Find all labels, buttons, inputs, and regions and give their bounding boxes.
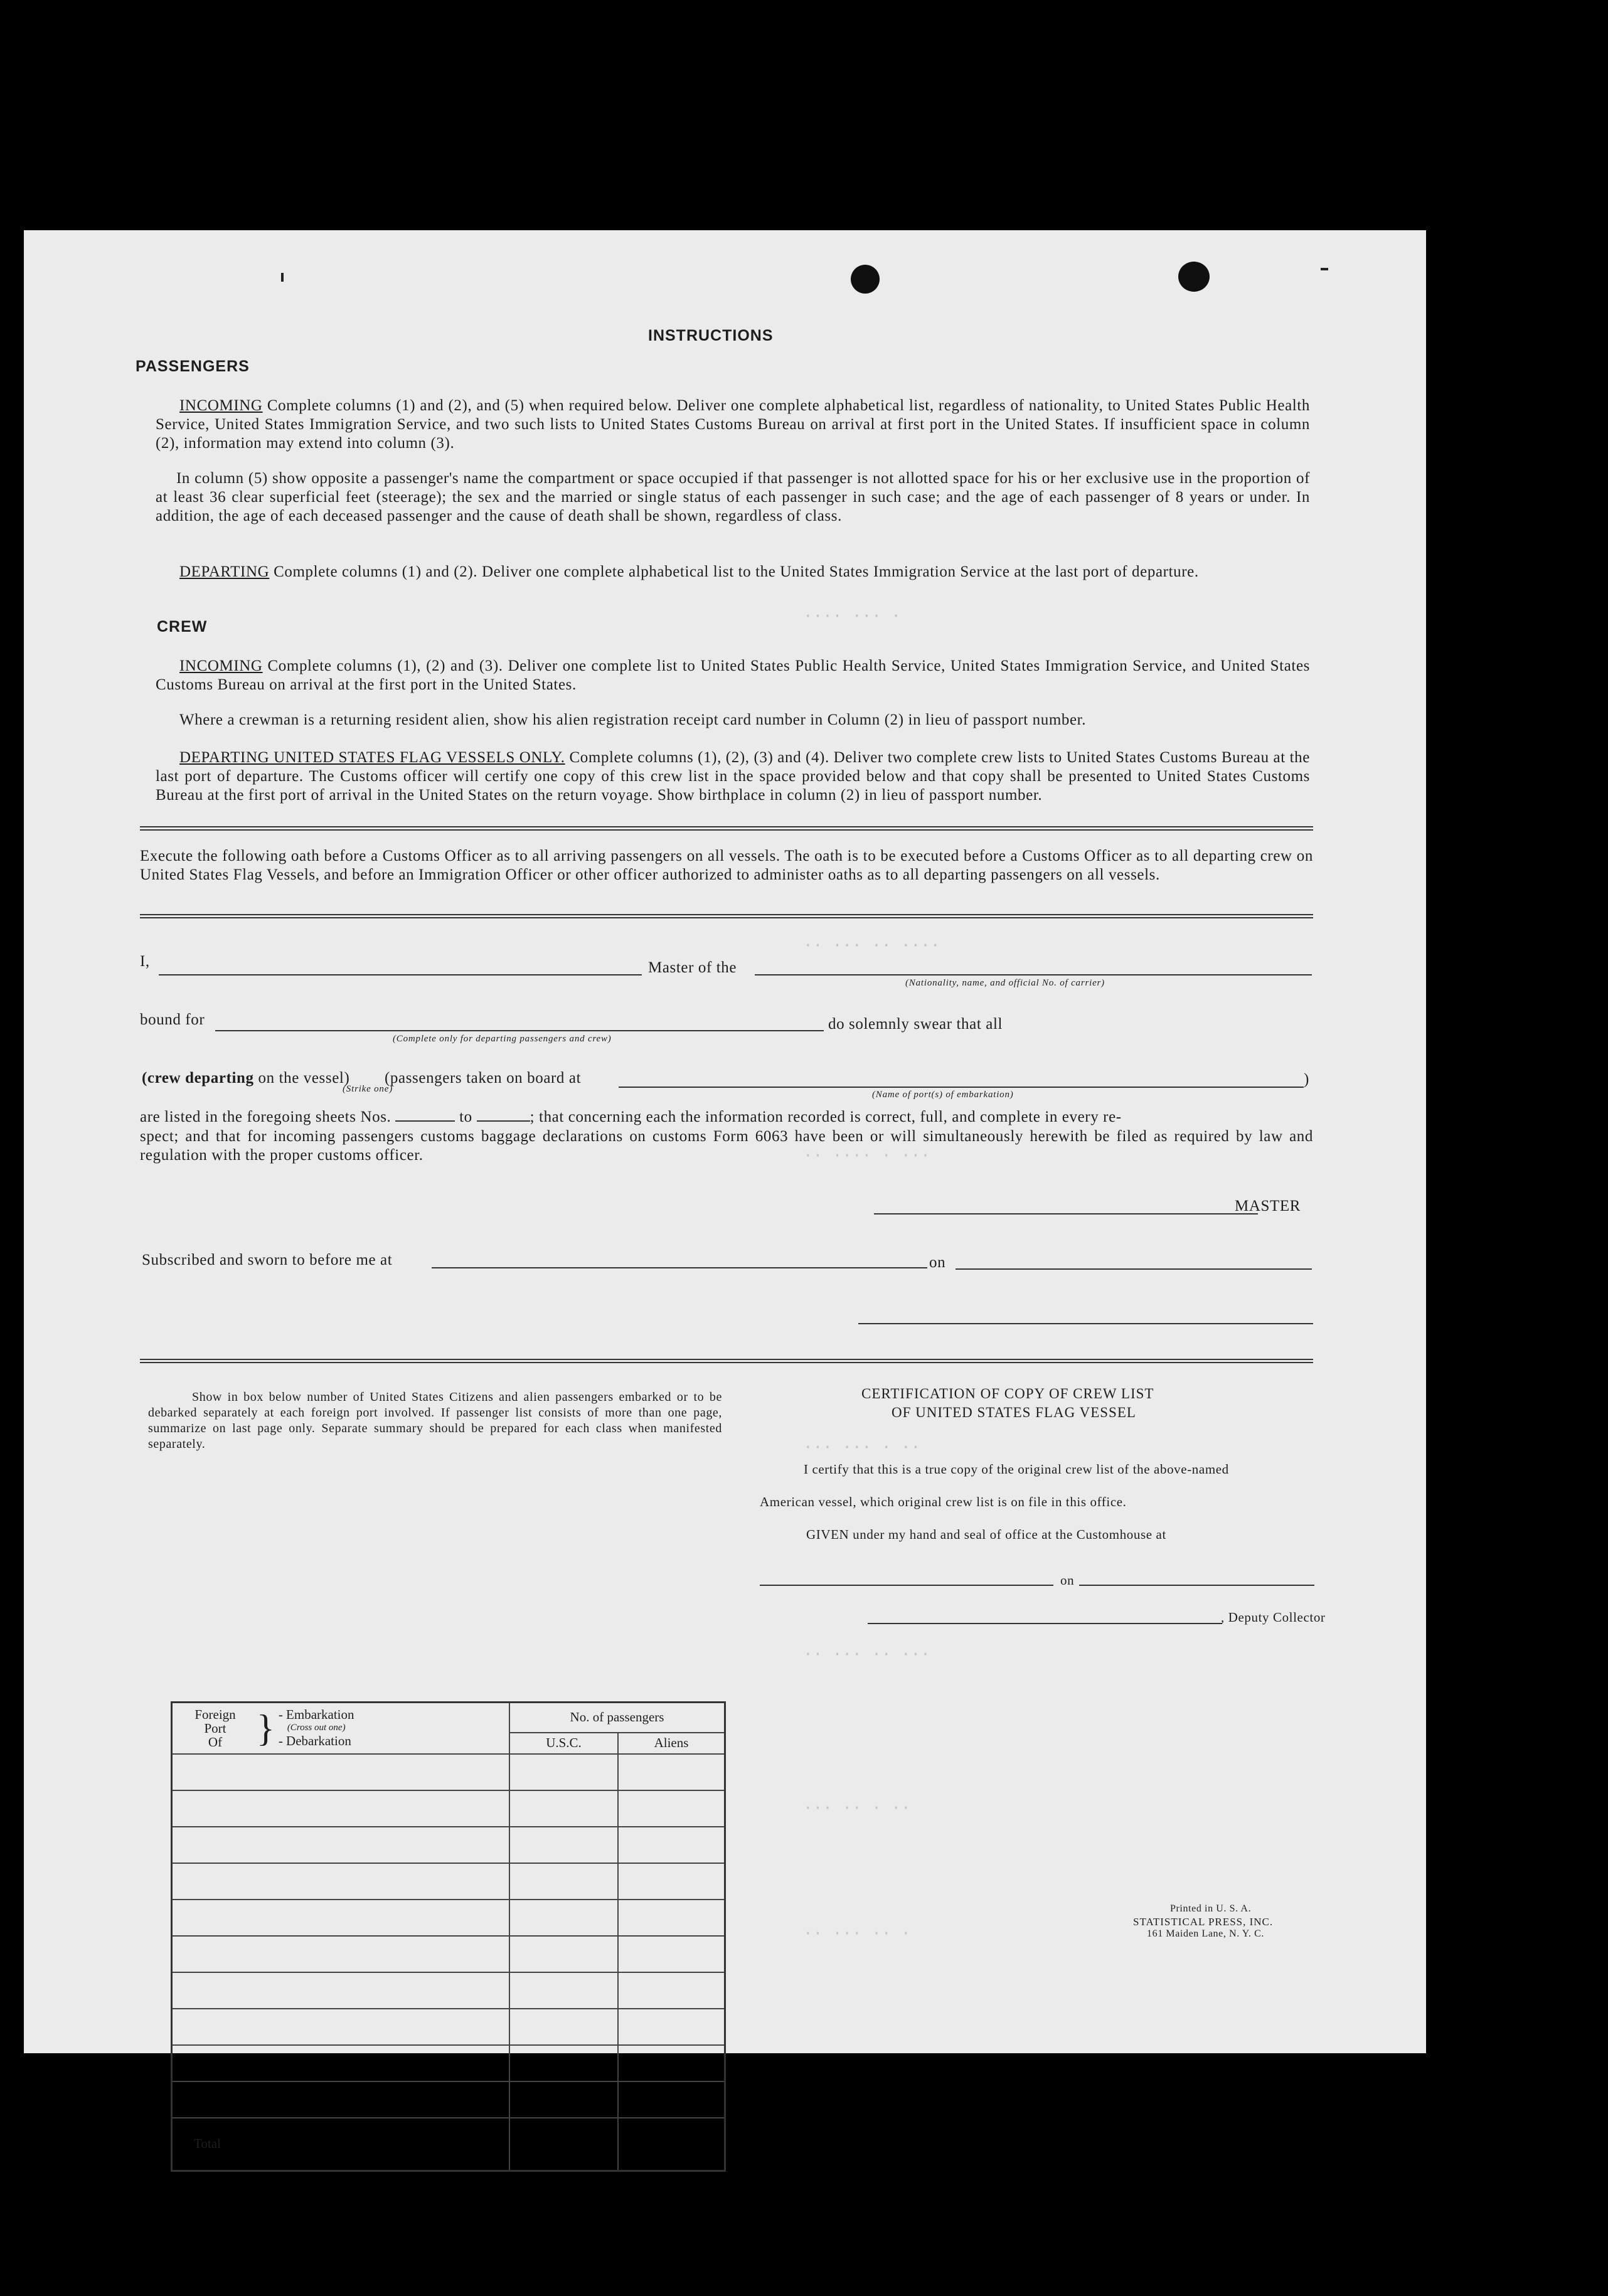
total-row xyxy=(172,2118,725,2171)
aliens-cell[interactable] xyxy=(618,2045,725,2081)
sheet-to-field[interactable] xyxy=(477,1120,530,1122)
passengers-incoming-paragraph xyxy=(156,396,1310,453)
table-row xyxy=(172,2081,725,2118)
port-cell[interactable] xyxy=(172,2009,510,2045)
aliens-cell[interactable] xyxy=(618,1900,725,1936)
passengers-departing-paragraph xyxy=(156,563,1310,582)
aliens-cell[interactable] xyxy=(618,1827,725,1863)
port-cell[interactable] xyxy=(172,1754,510,1790)
oath-intro-paragraph: Execute the following oath before a Customs Officer as to all arriving passengers on all vessels. The oath is to be executed before a Customs Officer as to all departing crew on United States Flag Vessels, and before an Immigration Officer or other officer authorized to administer oaths as to all departing passengers on all vessels. xyxy=(140,848,1313,883)
certification-on-label: on xyxy=(1060,1573,1075,1588)
american-vessel-text: American vessel, which original crew list is on file in this office. xyxy=(760,1494,1127,1509)
customhouse-field[interactable] xyxy=(760,1585,1053,1586)
crew-resident-paragraph: Where a crewman is a returning resident alien, show his alien registration receipt card number in Column (2) in lieu of passport number. xyxy=(179,711,1087,728)
brace-mark: } xyxy=(257,1707,275,1749)
table-row xyxy=(172,1863,725,1900)
crew-departing-bold: (crew departing xyxy=(142,1070,254,1087)
port-cell[interactable] xyxy=(172,1790,510,1827)
strike-caption: (Strike one) xyxy=(343,1084,393,1094)
master-name-field[interactable] xyxy=(159,974,642,975)
certification-title-1: CERTIFICATION OF COPY OF CREW LIST xyxy=(861,1386,1154,1401)
port-cell[interactable] xyxy=(172,1972,510,2009)
divider-line xyxy=(140,1359,1313,1363)
deputy-collector-signature[interactable] xyxy=(868,1623,1222,1624)
bound-for-label: bound for xyxy=(140,1011,205,1028)
bleed-through-mark: ·· ··· ·· ··· xyxy=(803,1645,930,1664)
passengers-incoming-text: Complete columns (1) and (2), and (5) when required below. Deliver one complete alphabetical list, regardless of nationality, to United States Public Health Service, United States Immigration Service, and two such lists to United States Customs Bureau on arrival at first port in the United States. If insufficient space in column (2), information may extend into column (3). xyxy=(156,397,1310,452)
usc-cell[interactable] xyxy=(509,1863,618,1900)
cross-out-caption: (Cross out one) xyxy=(287,1723,346,1733)
printer-line-3: 161 Maiden Lane, N. Y. C. xyxy=(1147,1928,1264,1939)
master-of-label: Master of the xyxy=(648,959,737,976)
certification-date-field[interactable] xyxy=(1079,1585,1314,1586)
officer-signature-line[interactable] xyxy=(858,1323,1313,1324)
bleed-through-mark: ·· ···· · ··· xyxy=(803,1146,930,1165)
table-row xyxy=(172,2045,725,2081)
given-text: GIVEN under my hand and seal of office at the Customhouse at xyxy=(806,1527,1166,1542)
bleed-through-mark: ··· ··· · ·· xyxy=(803,1438,921,1457)
oath-i-label: I, xyxy=(140,953,150,970)
passengers-heading: PASSENGERS xyxy=(136,358,250,375)
sheet-from-field[interactable] xyxy=(395,1120,455,1122)
aliens-cell[interactable] xyxy=(618,1790,725,1827)
listed-prefix: are listed in the foregoing sheets Nos. xyxy=(140,1108,391,1125)
divider-line xyxy=(140,826,1313,831)
usc-cell[interactable] xyxy=(509,2045,618,2081)
port-cell[interactable] xyxy=(172,1827,510,1863)
usc-cell[interactable] xyxy=(509,2081,618,2118)
usc-cell[interactable] xyxy=(509,1790,618,1827)
usc-cell[interactable] xyxy=(509,1972,618,2009)
ports-caption: (Name of port(s) of embarkation) xyxy=(872,1090,1014,1100)
subscribed-label: Subscribed and sworn to before me at xyxy=(142,1252,393,1268)
sworn-place-field[interactable] xyxy=(432,1267,927,1268)
aliens-header: Aliens xyxy=(618,1733,725,1754)
foreign-port-of-label xyxy=(178,1708,253,1749)
usc-cell[interactable] xyxy=(509,2009,618,2045)
crew-incoming-paragraph xyxy=(156,657,1310,694)
swear-text: do solemnly swear that all xyxy=(828,1016,1003,1033)
port-cell[interactable] xyxy=(172,2081,510,2118)
bound-for-caption: (Complete only for departing passengers and crew) xyxy=(393,1034,612,1044)
column5-paragraph: In column (5) show opposite a passenger's name the compartment or space occupied if that passenger is not allotted space for his or her exclusive use in the proportion of at least 36 clear superficial feet (steerage); the sex and the married or single status of each passenger in such case; and the age of each passenger of 8 years or under. In addition, the age of each deceased passenger and the cause of death shall be shown, regardless of class. xyxy=(156,470,1310,524)
total-label: Total xyxy=(172,2118,510,2171)
usc-cell[interactable] xyxy=(509,1936,618,1972)
crew-incoming-text: Complete columns (1), (2) and (3). Deliver one complete list to United States Public Health Service, United States Immigration Service, and United States Customs Bureau on arrival at the first port in the United States. xyxy=(156,657,1310,693)
bleed-through-mark: ··· ·· · ·· xyxy=(803,1799,911,1817)
master-signature-label: MASTER xyxy=(1235,1198,1301,1214)
no-of-passengers-header: No. of passengers xyxy=(509,1703,725,1733)
bound-for-field[interactable] xyxy=(215,1030,824,1031)
bleed-through-mark: ·· ··· ·· ···· xyxy=(803,936,940,955)
port-cell[interactable] xyxy=(172,1936,510,1972)
close-paren: ) xyxy=(1304,1071,1309,1088)
table-row xyxy=(172,1754,725,1790)
bleed-through-mark: ···· ··· · xyxy=(803,607,902,625)
listed-suffix: ; that concerning each the information recorded is correct, full, and complete in every re- xyxy=(530,1108,1122,1125)
form-sheet xyxy=(24,230,1426,2152)
foreign-word: Foreign xyxy=(194,1706,236,1722)
passengers-departing-label: DEPARTING xyxy=(179,563,270,580)
embark-debark-labels xyxy=(279,1708,354,1748)
port-cell[interactable] xyxy=(172,1863,510,1900)
listed-rest-paragraph: spect; and that for incoming passengers customs baggage declarations on customs Form 6063 have been or will simultaneously herewith be filed as required by law and regulation with the proper customs officer. xyxy=(140,1128,1313,1164)
listed-to: to xyxy=(459,1108,472,1125)
crew-heading: CREW xyxy=(157,618,208,635)
deputy-collector-label: , Deputy Collector xyxy=(1221,1610,1326,1625)
usc-header: U.S.C. xyxy=(509,1733,618,1754)
divider-line xyxy=(140,914,1313,918)
table-row xyxy=(172,1972,725,2009)
instructions-title: INSTRUCTIONS xyxy=(648,327,774,344)
crew-departing-paragraph xyxy=(156,748,1310,805)
certify-text: I certify that this is a true copy of the original crew list of the above-named xyxy=(804,1462,1229,1477)
usc-cell[interactable] xyxy=(509,1754,618,1790)
crew-incoming-label: INCOMING xyxy=(179,657,263,674)
certification-title-2: OF UNITED STATES FLAG VESSEL xyxy=(892,1405,1136,1420)
carrier-field[interactable] xyxy=(755,974,1312,975)
crew-departing-text: Complete columns (1), (2), (3) and (4). Deliver two complete crew lists to United States Customs Bureau at the last port of departure. The Customs officer will certify one copy of this crew list in the space provided below and that copy shall be presented to United States Customs Bureau at the first port of arrival in the United States on the return voyage. Show birthplace in column (2) in lieu of passport number. xyxy=(156,749,1310,804)
passengers-taken-text: (passengers taken on board at xyxy=(385,1070,582,1087)
aliens-cell[interactable] xyxy=(618,1936,725,1972)
port-cell[interactable] xyxy=(172,1900,510,1936)
binder-hole-right xyxy=(1178,262,1210,292)
passengers-departing-text: Complete columns (1) and (2). Deliver one complete alphabetical list to the United States Immigration Service at the last port of departure. xyxy=(274,563,1199,580)
of-word: Of xyxy=(208,1734,223,1750)
table-row xyxy=(172,1936,725,1972)
crew-departing-text xyxy=(142,1070,349,1087)
summary-instructions: Show in box below number of United States Citizens and alien passengers embarked or to be debarked separately at each foreign port involved. If passenger list consists of more than one page, summarize on last page only. Separate summary should be prepared for each class when manifested separately. xyxy=(148,1390,722,1451)
table-row xyxy=(172,2009,725,2045)
printer-line-1: Printed in U. S. A. xyxy=(1170,1903,1252,1914)
total-usc-cell[interactable] xyxy=(509,2118,618,2171)
table-row xyxy=(172,1790,725,1827)
table-row xyxy=(172,1900,725,1936)
carrier-caption: (Nationality, name, and official No. of carrier) xyxy=(905,978,1105,988)
usc-cell[interactable] xyxy=(509,1900,618,1936)
bleed-through-mark: ·· ··· ·· · xyxy=(803,1924,911,1943)
on-the-vessel-text: on the vessel) xyxy=(258,1070,350,1087)
printer-line-2: STATISTICAL PRESS, INC. xyxy=(1133,1916,1274,1928)
master-signature-line[interactable] xyxy=(874,1213,1258,1214)
aliens-cell[interactable] xyxy=(618,2009,725,2045)
port-word: Port xyxy=(204,1720,226,1736)
passengers-incoming-label: INCOMING xyxy=(179,397,263,414)
sworn-date-field[interactable] xyxy=(956,1268,1312,1270)
aliens-cell[interactable] xyxy=(618,1754,725,1790)
embarkation-port-field[interactable] xyxy=(619,1087,1304,1088)
usc-cell[interactable] xyxy=(509,1827,618,1863)
aliens-cell[interactable] xyxy=(618,2081,725,2118)
sworn-on-label: on xyxy=(929,1254,946,1271)
passenger-summary-table xyxy=(171,1701,726,2172)
aliens-cell[interactable] xyxy=(618,1863,725,1900)
crew-departing-label: DEPARTING UNITED STATES FLAG VESSELS ONLY. xyxy=(179,749,565,766)
port-header-cell xyxy=(172,1703,510,1754)
total-aliens-cell[interactable] xyxy=(618,2118,725,2171)
binder-hole-left xyxy=(851,265,880,294)
speck-mark xyxy=(281,273,284,282)
listed-line-1 xyxy=(140,1108,1122,1126)
embarkation-label: - Embarkation xyxy=(278,1707,354,1723)
port-cell[interactable] xyxy=(172,2045,510,2081)
speck-mark xyxy=(1321,268,1328,270)
debarkation-label: - Debarkation xyxy=(278,1733,351,1749)
aliens-cell[interactable] xyxy=(618,1972,725,2009)
table-row xyxy=(172,1827,725,1863)
